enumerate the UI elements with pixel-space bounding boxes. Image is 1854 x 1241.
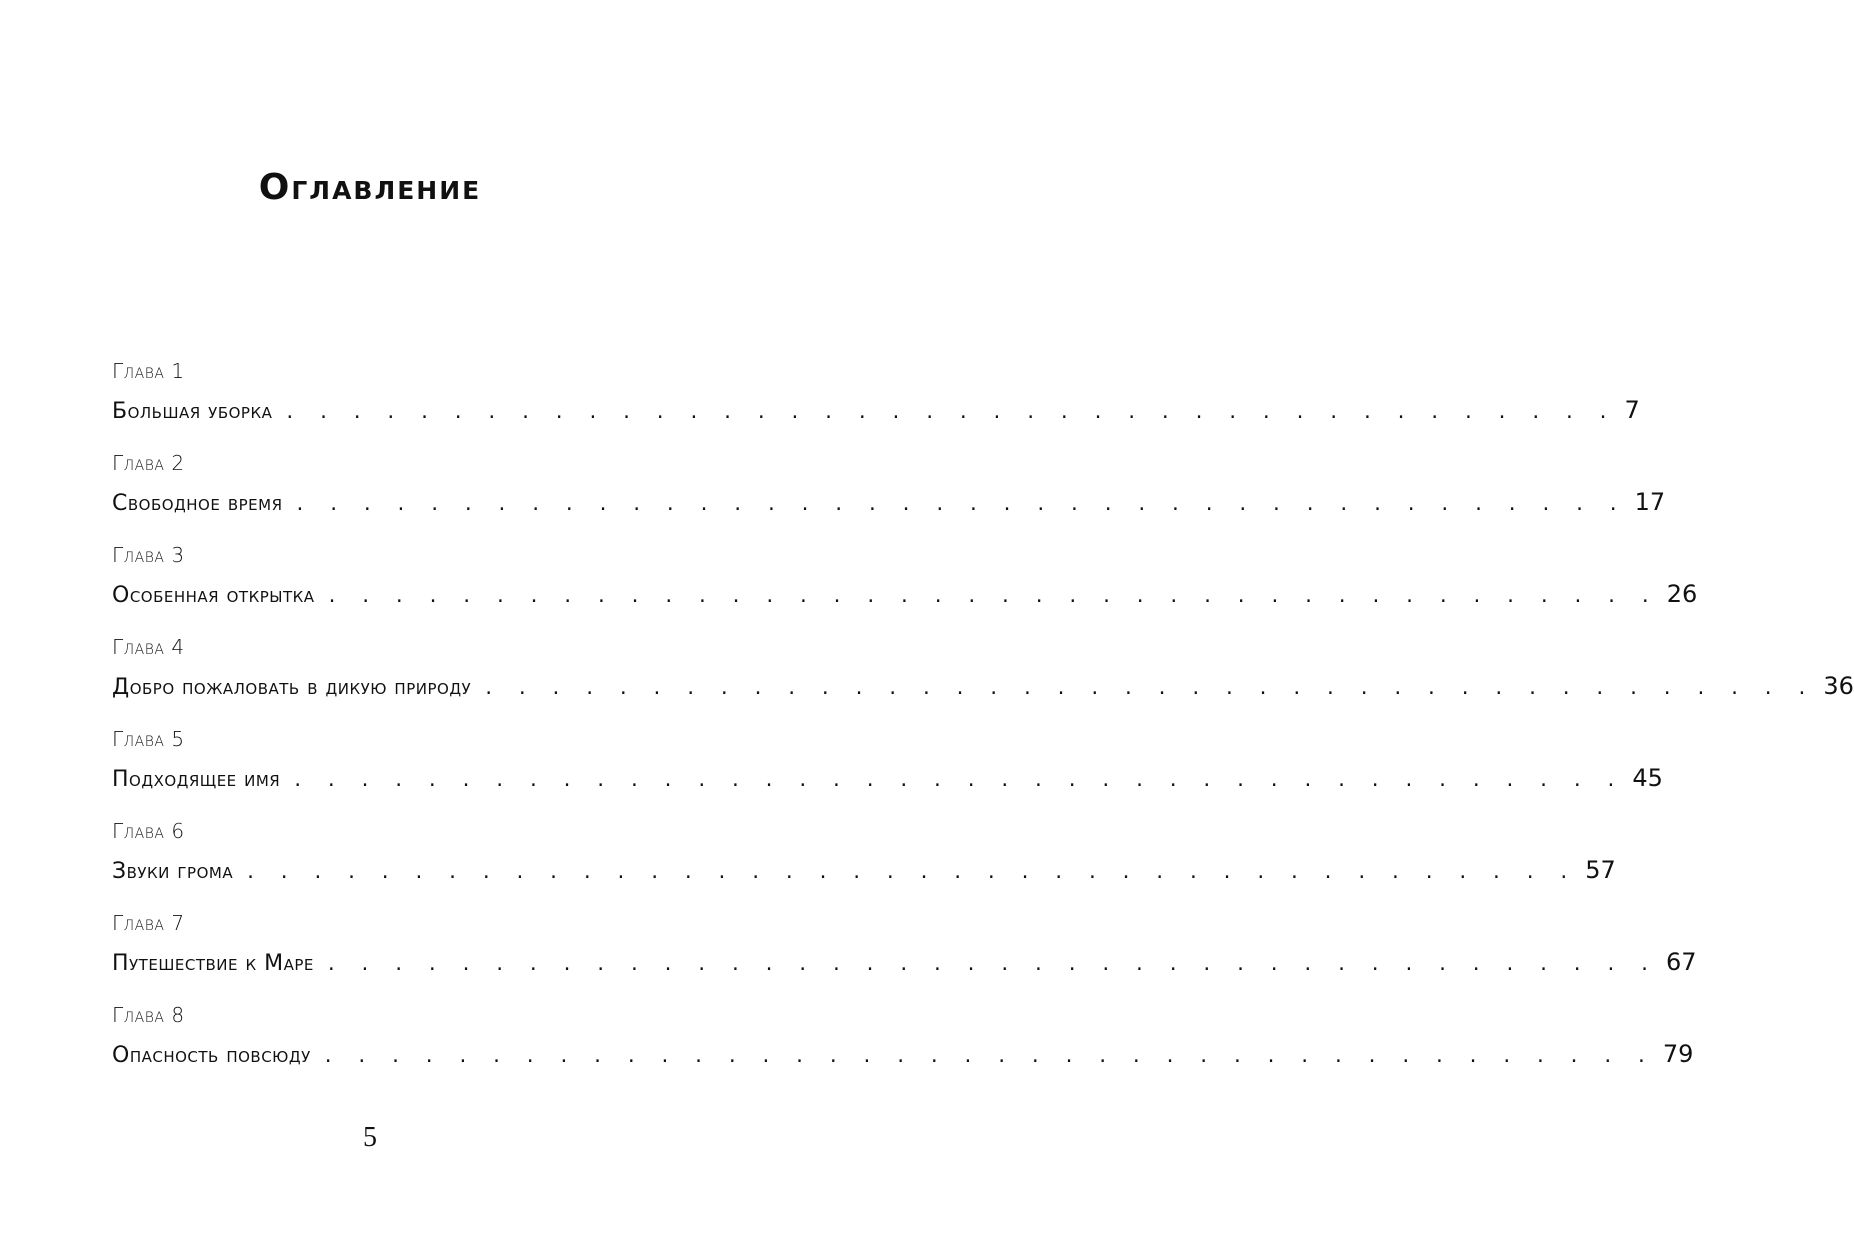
- dot-leader: . . . . . . . . . . . . . . . . . . . . . . . . . . . . . . . . . . . . . . . .: [294, 494, 1625, 515]
- dot-leader: . . . . . . . . . . . . . . . . . . . . . . . . . . . . . . . . . . . . . . . .: [322, 1046, 1653, 1067]
- chapter-title: Путешествие к Маре: [112, 951, 314, 976]
- chapter-line[interactable]: [112, 670, 1854, 705]
- chapter-label: Глава 7: [112, 911, 185, 935]
- chapter-title: Свободное время: [112, 491, 283, 516]
- dot-leader: . . . . . . . . . . . . . . . . . . . . . . . . . . . . . . . . . . . . . . . .: [292, 770, 1623, 791]
- chapter-line[interactable]: [112, 1038, 1694, 1073]
- chapter-line[interactable]: [112, 394, 1640, 429]
- dot-leader: . . . . . . . . . . . . . . . . . . . . . . . . . . . . . . . . . . . . . . . .: [284, 402, 1615, 423]
- page-number: 79: [1662, 1040, 1694, 1068]
- chapter-line[interactable]: [112, 946, 1697, 981]
- chapter-label: Глава 3: [112, 543, 185, 567]
- page-folio: 5: [363, 1122, 377, 1153]
- dot-leader: . . . . . . . . . . . . . . . . . . . . . . . . . . . . . . . . . . . . . . . .: [483, 678, 1814, 699]
- toc-entry: [112, 724, 1663, 816]
- page-number: 36: [1823, 672, 1854, 700]
- dot-leader: . . . . . . . . . . . . . . . . . . . . . . . . . . . . . . . . . . . . . . . .: [325, 954, 1656, 975]
- chapter-line[interactable]: [112, 854, 1616, 889]
- chapter-label: Глава 4: [112, 635, 185, 659]
- dot-leader: . . . . . . . . . . . . . . . . . . . . . . . . . . . . . . . . . . . . . . . .: [245, 862, 1576, 883]
- table-of-contents: [112, 356, 1854, 1092]
- chapter-title: Опасность повсюду: [112, 1043, 311, 1068]
- page-title: Оглавление: [258, 167, 482, 208]
- toc-entry: [112, 356, 1640, 448]
- page-number: 17: [1634, 488, 1666, 516]
- chapter-title: Особенная открытка: [112, 583, 315, 608]
- dot-leader: . . . . . . . . . . . . . . . . . . . . . . . . . . . . . . . . . . . . . . . .: [326, 586, 1657, 607]
- chapter-line[interactable]: [112, 578, 1698, 613]
- toc-entry: [112, 1000, 1694, 1092]
- toc-entry: [112, 540, 1698, 632]
- chapter-label: Глава 6: [112, 819, 185, 843]
- toc-entry: [112, 448, 1666, 540]
- page-number: 7: [1624, 396, 1640, 424]
- chapter-label: Глава 5: [112, 727, 185, 751]
- page-number: 57: [1585, 856, 1616, 884]
- chapter-line[interactable]: [112, 762, 1663, 797]
- chapter-title: Большая уборка: [112, 399, 273, 424]
- page-number: 67: [1666, 948, 1697, 976]
- chapter-label: Глава 2: [112, 451, 185, 475]
- chapter-line[interactable]: [112, 486, 1666, 521]
- toc-entry: [112, 816, 1616, 908]
- page-number: 26: [1666, 580, 1698, 608]
- chapter-label: Глава 8: [112, 1003, 185, 1027]
- chapter-title: Подходящее имя: [112, 767, 281, 792]
- toc-entry: [112, 632, 1854, 724]
- toc-entry: [112, 908, 1697, 1000]
- chapter-title: Добро пожаловать в дикую природу: [112, 675, 472, 700]
- chapter-title: Звуки грома: [112, 859, 234, 884]
- chapter-label: Глава 1: [112, 359, 185, 383]
- page-number: 45: [1632, 764, 1663, 792]
